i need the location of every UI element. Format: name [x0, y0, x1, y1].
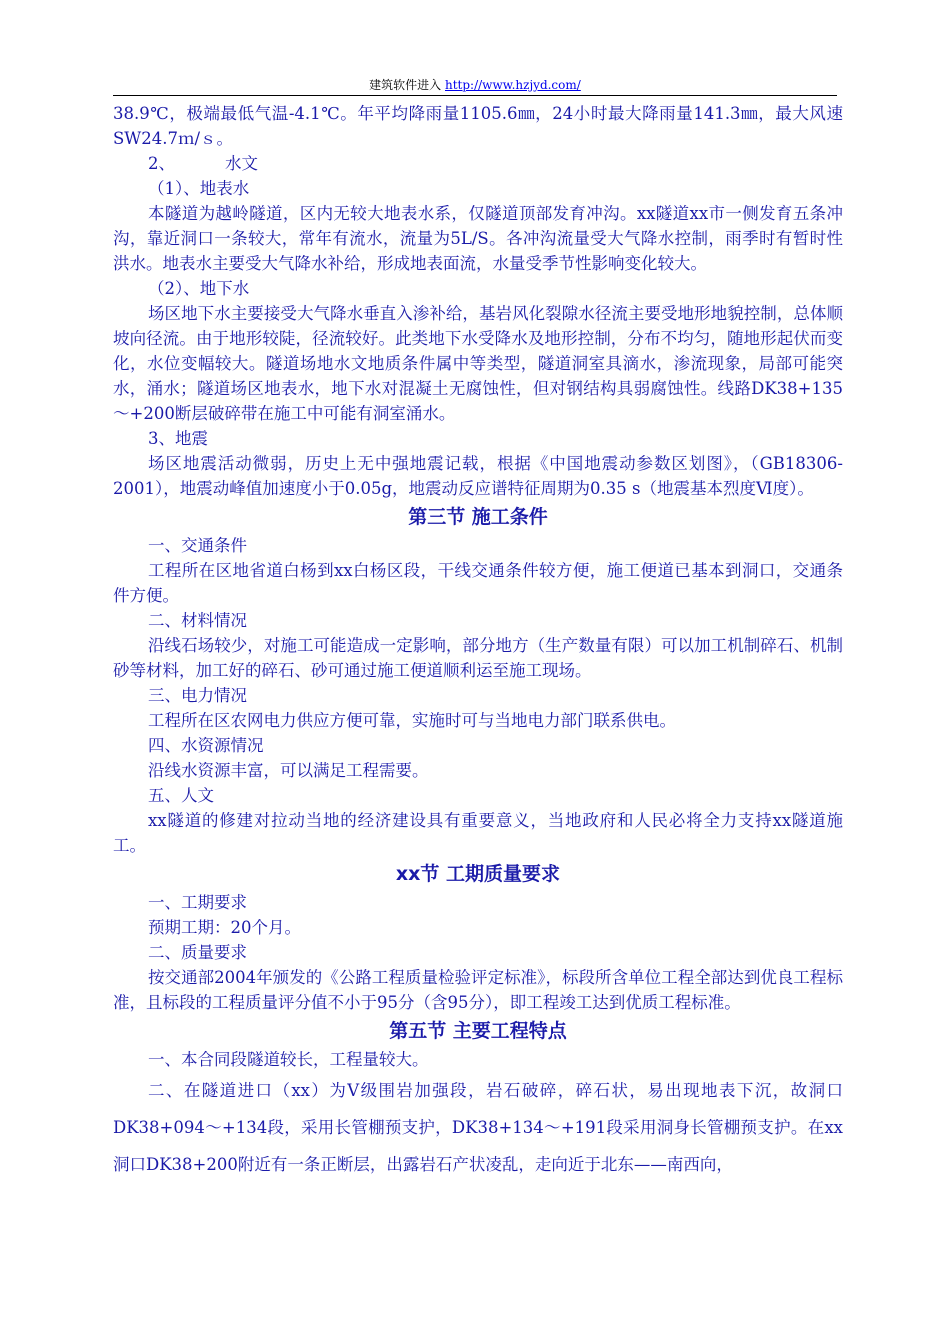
- subheading: （1）、地表水: [148, 179, 250, 198]
- paragraph: xx隧道的修建对拉动当地的经济建设具有重要意义，当地政府和人民必将全力支持xx隧道施工。: [113, 811, 843, 855]
- paragraph: 按交通部2004年颁发的《公路工程质量检验评定标准》，标段所含单位工程全部达到优良工程标准，且标段的工程质量评分值不小于95分（含95分），即工程竣工达到优质工程标准。: [113, 968, 843, 1012]
- header-divider: [113, 95, 837, 96]
- subheading: 一、工期要求: [148, 893, 247, 912]
- paragraph: 工程所在区地省道白杨到xx白杨区段，干线交通条件较方便，施工便道已基本到洞口，交通条件方便。: [113, 561, 843, 605]
- subheading: 一、交通条件: [148, 536, 247, 555]
- subheading: 三、电力情况: [148, 686, 247, 705]
- page-header: [113, 76, 837, 94]
- subheading: 四、水资源情况: [148, 736, 264, 755]
- heading-text: 水文: [225, 154, 258, 173]
- paragraph: 一、本合同段隧道较长，工程量较大。: [148, 1050, 429, 1069]
- document-body: [113, 101, 843, 1183]
- paragraph: 38.9℃，极端最低气温-4.1℃。年平均降雨量1105.6㎜，24小时最大降雨量141.3㎜，最大风速SW24.7ｍ/ｓ。: [113, 104, 843, 148]
- paragraph: 沿线水资源丰富，可以满足工程需要。: [148, 761, 429, 780]
- subheading: 3、地震: [148, 429, 208, 448]
- subheading: 五、人文: [148, 786, 214, 805]
- paragraph: 二、在隧道进口（xx）为Ⅴ级围岩加强段，岩石破碎，碎石状，易出现地表下沉，故洞口DK38+094～+134段，采用长管棚预支护，DK38+134～+191段采用洞身长管棚预支护。在xx洞口DK38+200附近有一条正断层，出露岩石产状凌乱，走向近于北东——南西向，: [113, 1081, 843, 1174]
- section-title: 第三节 施工条件: [408, 506, 548, 528]
- subheading: 二、质量要求: [148, 943, 247, 962]
- subheading: （2）、地下水: [148, 279, 250, 298]
- section-title: 第五节 主要工程特点: [389, 1020, 567, 1042]
- subheading: 二、材料情况: [148, 611, 247, 630]
- paragraph: 沿线石场较少，对施工可能造成一定影响，部分地方（生产数量有限）可以加工机制碎石、机制砂等材料，加工好的碎石、砂可通过施工便道顺利运至施工现场。: [113, 636, 843, 680]
- heading-number: 2、: [148, 154, 175, 173]
- paragraph: 工程所在区农网电力供应方便可靠，实施时可与当地电力部门联系供电。: [148, 711, 676, 730]
- paragraph: 场区地下水主要接受大气降水垂直入渗补给，基岩风化裂隙水径流主要受地形地貌控制，总体顺坡向径流。由于地形较陡，径流较好。此类地下水受降水及地形控制，分布不均匀，随地形起伏而变化，水位变幅较大。隧道场地水文地质条件属中等类型，隧道洞室具滴水，渗流现象，局部可能突水，涌水；隧道场区地表水，地下水对混凝土无腐蚀性，但对钢结构具弱腐蚀性。线路DK38+135～+200断层破碎带在施工中可能有洞室涌水。: [113, 304, 843, 423]
- header-link[interactable]: http://www.hzjyd.com/: [445, 78, 581, 92]
- paragraph: 预期工期：20个月。: [148, 918, 301, 937]
- section-heading-hydrology: [113, 151, 843, 176]
- header-text: 建筑软件进入: [369, 78, 445, 92]
- paragraph: 场区地震活动微弱，历史上无中强地震记载，根据《中国地震动参数区划图》，（GB18306-2001），地震动峰值加速度小于0.05g，地震动反应谱特征周期为0.35 s（地震基本烈度Ⅵ度）。: [113, 454, 843, 498]
- paragraph: 本隧道为越岭隧道，区内无较大地表水系，仅隧道顶部发育冲沟。xx隧道xx市一侧发育五条冲沟，靠近洞口一条较大，常年有流水，流量为5L/S。各冲沟流量受大气降水控制，雨季时有暂时性洪水。地表水主要受大气降水补给，形成地表面流，水量受季节性影响变化较大。: [113, 204, 843, 273]
- section-title: xx节 工期质量要求: [395, 863, 561, 885]
